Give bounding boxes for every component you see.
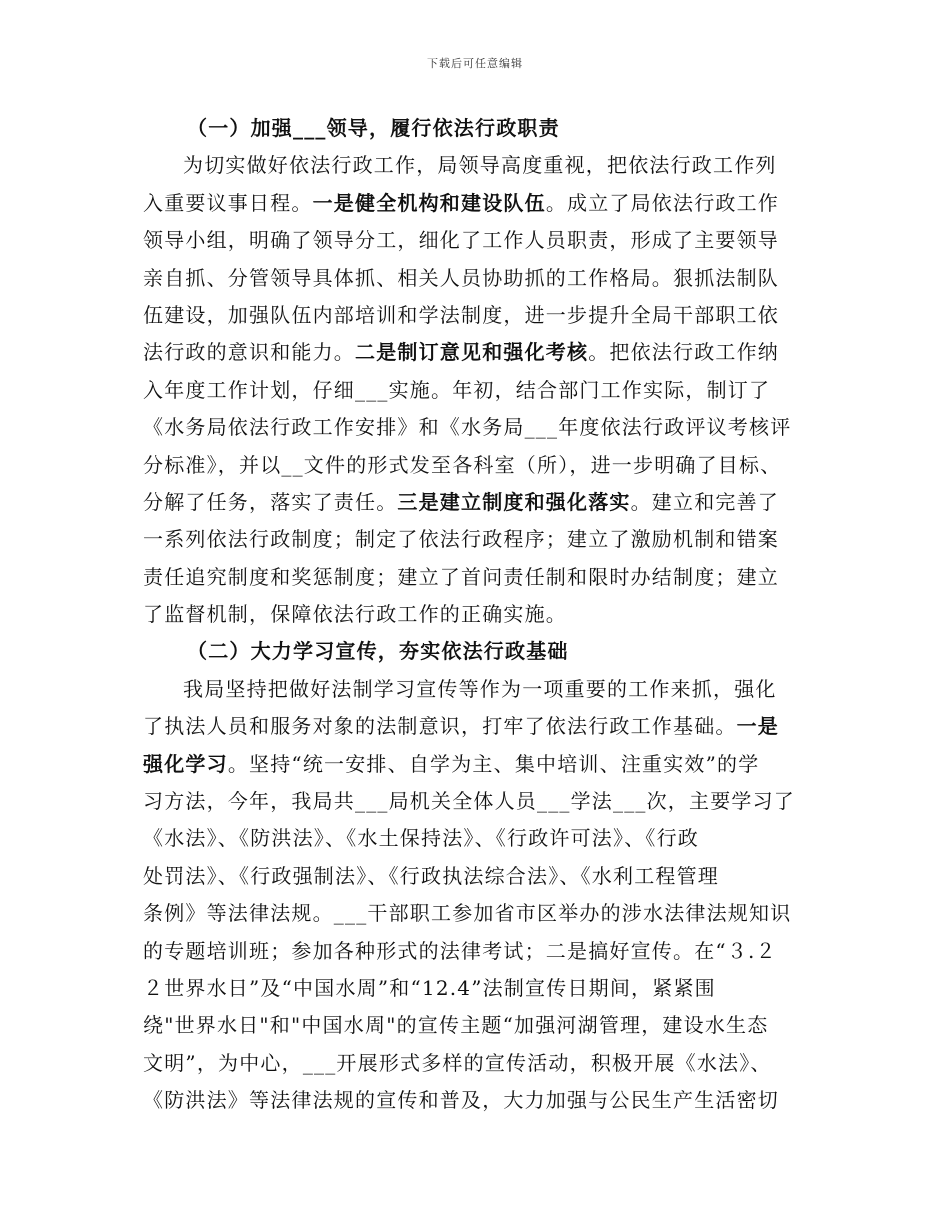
text-run: 领导小组，明确了领导分工，细化了工作人员职责，形成了主要领导 [143,228,779,253]
text-line [143,596,815,633]
bold-phrase: 一是健全机构和建设队伍 [312,190,546,215]
text-run: 条例》等法律法规。___干部职工参加省市区举办的涉水法律法规知识 [143,901,792,926]
text-run: 。成立了局依法行政工作 [545,190,780,215]
text-run: 伍建设，加强队伍内部培训和学法制度，进一步提升全局干部职工依 [143,302,779,327]
text-run: 处罚法》、《行政强制法》、《行政执法综合法》、《水利工程管理 [143,863,719,888]
text-run: 亲自抓、分管领导具体抓、相关人员协助抓的工作格局。狠抓法制队 [143,265,779,290]
text-line [143,147,815,184]
document-body [143,110,815,1120]
text-line [143,1007,815,1044]
text-run: 分标准》，并以__文件的形式发至各科室（所），进一步明确了目标、 [143,452,782,477]
text-run: 入重要议事日程。 [143,190,313,215]
text-line [143,820,815,857]
text-run: 入年度工作计划，仔细___实施。年初，结合部门工作实际，制订了 [143,377,771,402]
text-line [143,260,815,297]
text-run: （一）加强___领导，履行依法行政职责 [187,116,560,140]
text-run: ２世界水日”及“中国水周”和“12.4”法制宣传日期间，紧紧围 [143,975,716,1000]
text-line [143,521,815,558]
bold-phrase: 二是制订意见和强化考核 [355,340,589,365]
text-run: 绕"世界水日"和"中国水周"的宣传主题“加强河湖管理，建设水生态 [143,1013,769,1038]
text-run: 责任追究制度和奖惩制度；建立了首问责任制和限时办结制度；建立 [143,564,779,589]
text-line [143,933,815,970]
text-run: 我局坚持把做好法制学习宣传等作为一项重要的工作来抓，强化 [183,676,777,701]
text-line [143,185,815,222]
text-line [143,484,815,521]
text-line [143,1045,815,1082]
text-run: 为切实做好依法行政工作，局领导高度重视，把依法行政工作列 [183,153,777,178]
text-run: 习方法，今年，我局共___局机关全体人员___学法___次，主要学习了 [143,789,795,814]
text-run: 《防洪法》等法律法规的宣传和普及，大力加强与公民生产生活密切 [143,1088,779,1113]
text-run: 。建立和完善了 [630,489,780,514]
text-line [143,297,815,334]
page-header: 下载后可任意编辑 [427,57,523,70]
text-line [143,222,815,259]
text-run: 文明”，为中心，___开展形式多样的宣传活动，积极开展《水法》、 [143,1050,772,1075]
text-line [143,559,815,596]
bold-phrase: 一是 [736,714,780,739]
text-line [143,1082,815,1119]
text-run: 。把依法行政工作纳 [588,340,780,365]
text-run: （二）大力学习宣传，夯实依法行政基础 [187,639,569,664]
text-line [143,708,815,745]
text-run: 了监督机制，保障依法行政工作的正确实施。 [143,602,567,627]
text-line [143,783,815,820]
text-line [143,671,815,708]
text-line [143,409,815,446]
text-run: 的专题培训班；参加各种形式的法律考试；二是搞好宣传。在“３.２ [143,938,777,963]
bold-phrase: 三是建立制度和强化落实 [397,489,631,514]
bold-phrase: 强化学习 [143,751,228,776]
text-run: 了执法人员和服务对象的法制意识，打牢了依法行政工作基础。 [143,714,737,739]
section-heading [143,110,815,147]
text-line [143,447,815,484]
text-run: 《水法》、《防洪法》、《水土保持法》、《行政许可法》、《行政 [143,826,699,851]
text-run: 分解了任务，落实了责任。 [143,489,398,514]
text-line [143,334,815,371]
text-run: 法行政的意识和能力。 [143,340,355,365]
text-line [143,858,815,895]
text-line [143,970,815,1007]
text-line [143,895,815,932]
text-run: 。坚持“统一安排、自学为主、集中培训、注重实效”的学 [227,751,760,776]
section-heading [143,633,815,670]
text-line [143,372,815,409]
text-run: 《水务局依法行政工作安排》和《水务局___年度依法行政评议考核评 [143,415,792,440]
text-run: 一系列依法行政制度；制定了依法行政程序；建立了激励机制和错案 [143,527,779,552]
text-line [143,746,815,783]
